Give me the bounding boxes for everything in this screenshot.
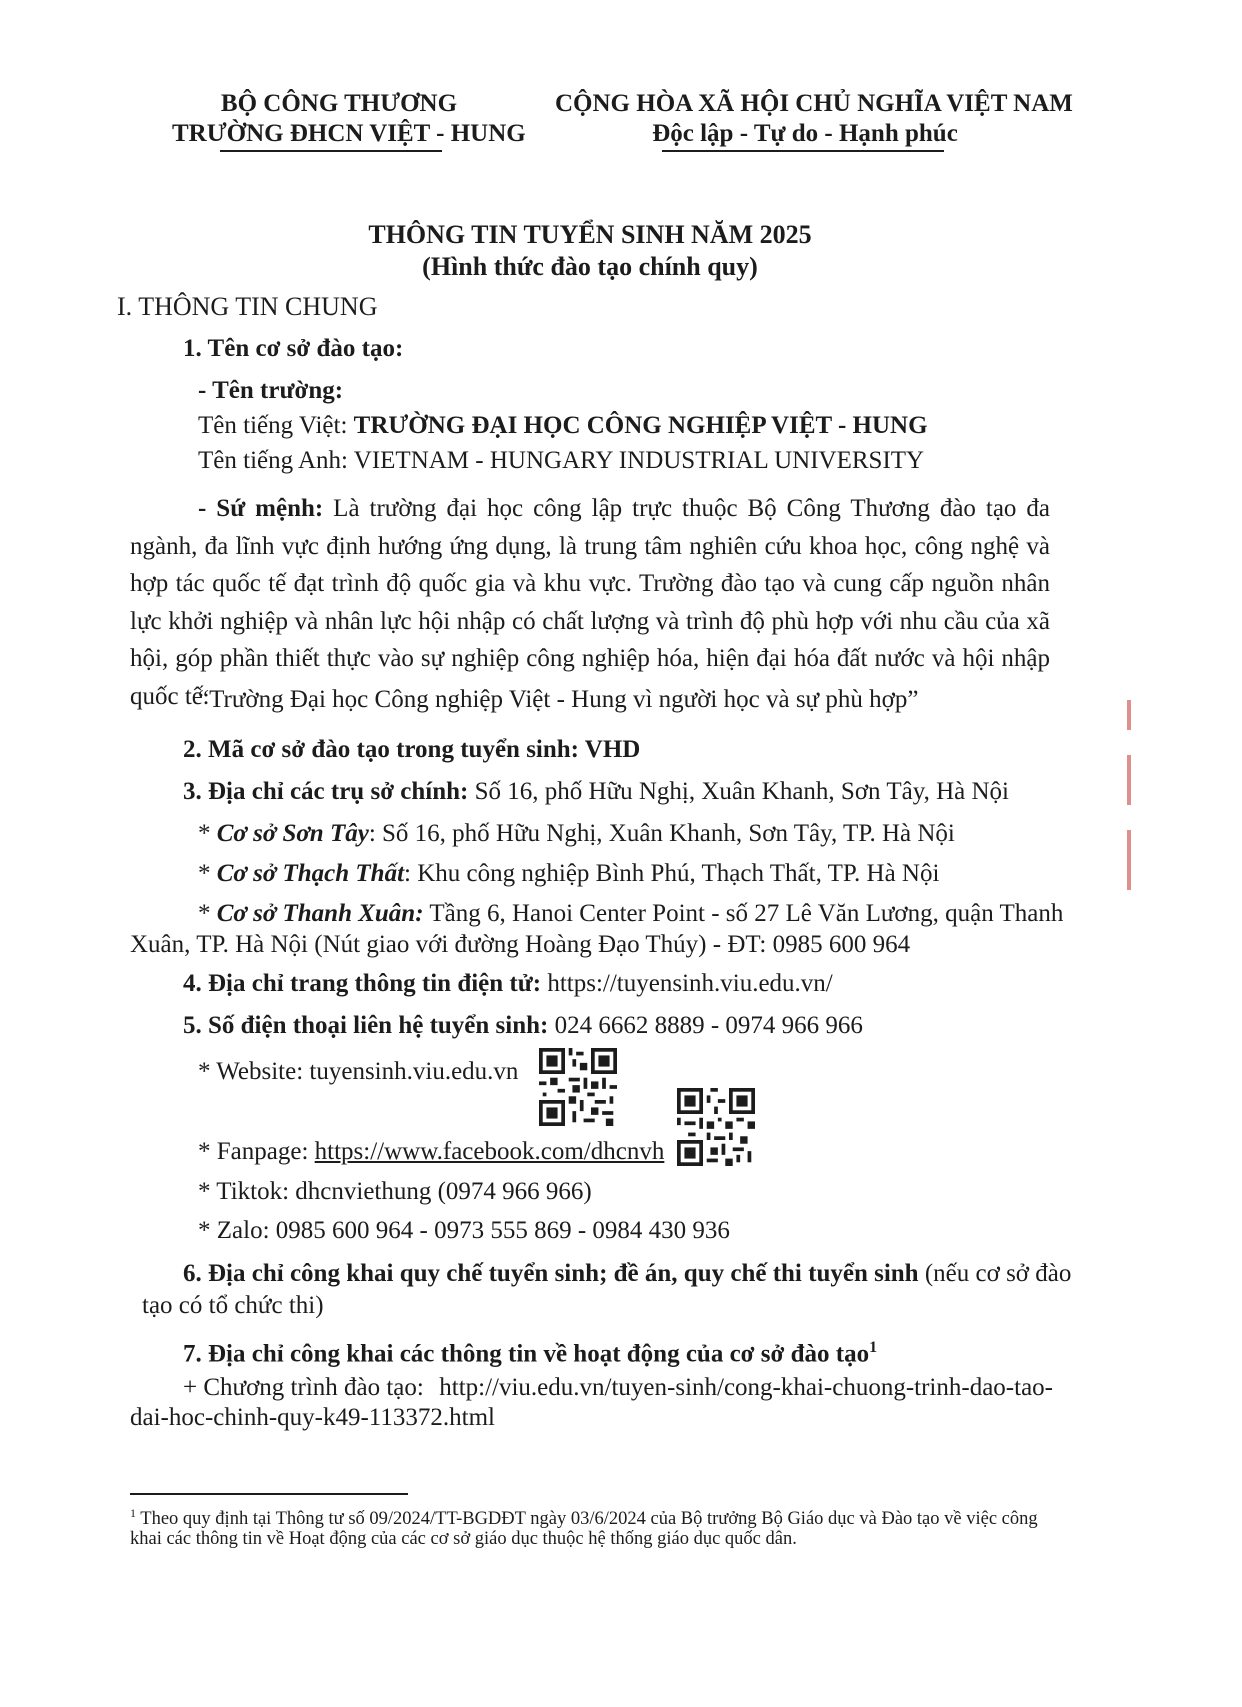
bullet-star: * <box>198 820 217 847</box>
footnote-text-1: Theo quy định tại Thông tư số 09/2024/TT-BGDĐT ngày 03/6/2024 của Bộ trưởng Bộ Giáo dục và Đào tạo về việc công <box>136 1509 1038 1530</box>
website-line: * Website: tuyensinh.viu.edu.vn <box>198 1058 519 1085</box>
document-subtitle: (Hình thức đào tạo chính quy) <box>422 252 758 281</box>
program-link-continued[interactable]: dai-hoc-chinh-quy-k49-113372.html <box>130 1404 495 1431</box>
item-5-heading: 5. Số điện thoại liên hệ tuyển sinh: <box>183 1012 549 1039</box>
country-motto: Độc lập - Tự do - Hạnh phúc <box>652 120 958 147</box>
item-5-line <box>183 1010 863 1042</box>
zalo-line: * Zalo: 0985 600 964 - 0973 555 869 - 0984 430 936 <box>198 1217 730 1244</box>
fanpage-label: * Fanpage: <box>198 1138 315 1165</box>
mission-paragraph <box>130 490 1050 715</box>
tiktok-line: * Tiktok: dhcnviethung (0974 966 966) <box>198 1178 592 1205</box>
qr-code-website-icon <box>539 1048 617 1126</box>
item-1-heading: 1. Tên cơ sở đào tạo: <box>183 335 404 362</box>
ministry-name: BỘ CÔNG THƯƠNG <box>220 90 458 117</box>
mission-label: - Sứ mệnh: <box>198 495 324 522</box>
english-name-label: Tên tiếng Anh: <box>198 447 354 474</box>
school-slogan: “Trường Đại học Công nghiệp Việt - Hung vì người học và sự phù hợp” <box>198 686 919 713</box>
scan-mark <box>1127 755 1131 805</box>
fanpage-line <box>198 1136 664 1168</box>
bullet-star: * <box>198 860 217 887</box>
campus-thach-that <box>198 858 939 890</box>
bullet-star: * <box>198 900 217 927</box>
scan-mark <box>1127 700 1131 730</box>
fanpage-link[interactable]: https://www.facebook.com/dhcnvh <box>314 1138 665 1165</box>
program-label: + Chương trình đào tạo: <box>183 1374 424 1401</box>
item-3-heading: 3. Địa chỉ các trụ sở chính: <box>183 778 469 805</box>
program-link[interactable]: http://viu.edu.vn/tuyen-sinh/cong-khai-chuong-trinh-dao-tao- <box>439 1374 1053 1401</box>
campus-thach-that-label: Cơ sở Thạch Thất <box>216 860 405 887</box>
item-2-heading: 2. Mã cơ sở đào tạo trong tuyển sinh: VHD <box>183 736 641 763</box>
campus-thanh-xuan-continued: Xuân, TP. Hà Nội (Nút giao với đường Hoàng Đạo Thúy) - ĐT: 0985 600 964 <box>130 931 911 958</box>
vietnamese-name-label: Tên tiếng Việt: <box>198 412 354 439</box>
school-short-name: TRƯỜNG ĐHCN VIỆT - HUNG <box>172 120 526 147</box>
campus-thanh-xuan <box>198 898 1063 930</box>
header-left-underline <box>220 150 442 152</box>
school-name-label: - Tên trường: <box>198 377 344 404</box>
scan-mark <box>1127 830 1131 890</box>
document-title: THÔNG TIN TUYỂN SINH NĂM 2025 <box>368 220 812 249</box>
item-3-value: Số 16, phố Hữu Nghị, Xuân Khanh, Sơn Tây, Hà Nội <box>468 778 1009 805</box>
item-6-heading: 6. Địa chỉ công khai quy chế tuyển sinh; đề án, quy chế thi tuyển sinh <box>183 1260 919 1287</box>
vietnamese-name-value: TRƯỜNG ĐẠI HỌC CÔNG NGHIỆP VIỆT - HUNG <box>353 412 928 439</box>
item-3-line <box>183 776 1009 808</box>
mission-text: Là trường đại học công lập trực thuộc Bộ Công Thương đào tạo đa ngành, đa lĩnh vực định hướng ứng dụng, là trung tâm nghiên cứu khoa học, công nghệ và hợp tác quốc tế đạt trình độ quốc gia và khu vực. Trường đào tạo và cung cấp nguồn nhân lực khởi nghiệp và nhân lực hội nhập có chất lượng và trình độ phù hợp với nhu cầu của xã hội, góp phần thiết thực vào sự nghiệp công nghiệp hóa, hiện đại hóa đất nước và hội nhập quốc tế. <box>130 495 1050 710</box>
country-name: CỘNG HÒA XÃ HỘI CHỦ NGHĨA VIỆT NAM <box>555 90 1073 117</box>
campus-thach-that-value: : Khu công nghiệp Bình Phú, Thạch Thất, TP. Hà Nội <box>404 860 940 887</box>
english-name-value: VIETNAM - HUNGARY INDUSTRIAL UNIVERSITY <box>353 447 925 474</box>
campus-thanh-xuan-value: Tầng 6, Hanoi Center Point - số 27 Lê Văn Lương, quận Thanh <box>423 900 1064 927</box>
campus-son-tay <box>198 818 955 850</box>
item-6-line <box>183 1258 1071 1290</box>
item-4-heading: 4. Địa chỉ trang thông tin điện tử: <box>183 970 542 997</box>
item-6-continued: tạo có tổ chức thi) <box>142 1292 324 1319</box>
program-line <box>183 1372 1053 1404</box>
vietnamese-name-line <box>198 410 928 442</box>
footnote-separator <box>130 1493 408 1495</box>
english-name-line <box>198 445 924 477</box>
item-7-footnote-mark: 1 <box>869 1339 878 1356</box>
campus-thanh-xuan-label: Cơ sở Thanh Xuân: <box>216 900 424 927</box>
item-4-value: https://tuyensinh.viu.edu.vn/ <box>541 970 833 997</box>
campus-son-tay-value: : Số 16, phố Hữu Nghị, Xuân Khanh, Sơn Tây, TP. Hà Nội <box>368 820 955 847</box>
footnote-mark: 1 <box>130 1506 136 1520</box>
item-6-tail: (nếu cơ sở đào <box>918 1260 1072 1287</box>
item-5-value: 024 6662 8889 - 0974 966 966 <box>548 1012 863 1039</box>
item-7-line <box>183 1332 877 1370</box>
header-right-underline <box>662 150 944 152</box>
qr-code-fanpage-icon <box>677 1088 755 1166</box>
footnote-line-2: khai các thông tin về Hoạt động của các cơ sở giáo dục thuộc hệ thống giáo dục quốc dân. <box>130 1529 797 1549</box>
item-4-line <box>183 968 833 1000</box>
campus-son-tay-label: Cơ sở Sơn Tây <box>216 820 369 847</box>
section-heading: I. THÔNG TIN CHUNG <box>117 292 378 321</box>
item-7-heading: 7. Địa chỉ công khai các thông tin về hoạt động của cơ sở đào tạo <box>183 1340 870 1368</box>
